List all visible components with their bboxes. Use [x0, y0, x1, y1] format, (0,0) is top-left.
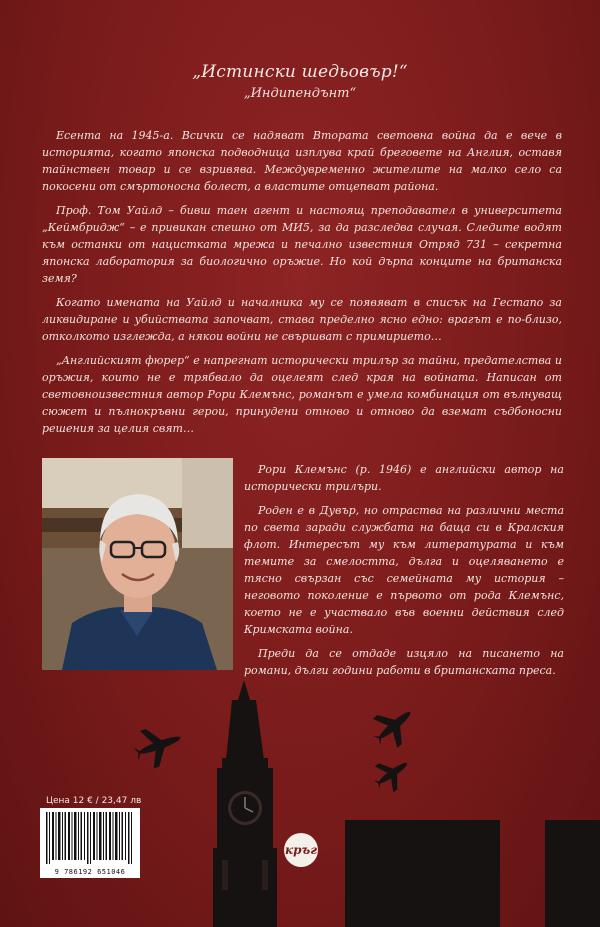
bio-paragraph: Роден е в Дувър, но отраства на различни места по света заради службата на баща си в Кралския флот. Интересът му към литературата и към темите за смелостта, дълга и оцеляването е тясно свързан със семейната му история – неговото поколение е първото от рода Клемънс, което не е участвало във военни действия след Кримската война. [244, 504, 564, 636]
bio-paragraph: Рори Клемънс (р. 1946) е английски автор на исторически трилъри. [244, 463, 564, 493]
blurb-paragraph: Есента на 1945-а. Всички се надяват Втората световна война да е вече в историята, когато японска подводница изплува край бреговете на Англия, оставя тайнствен товар и се взривява. Междувременно жителите на малко село са покосени от смъртоносна болест, а властите отцепват района. [42, 129, 562, 193]
title-block-shape [345, 820, 600, 927]
warplane-icon [364, 698, 422, 755]
warplane-icon [129, 719, 188, 773]
barcode [40, 808, 140, 878]
review-quote: „Истински шедьовър!“ [192, 62, 408, 82]
warplane-icon [367, 750, 416, 797]
barcode-bars [40, 808, 140, 868]
publisher-logo: кръг [284, 833, 318, 867]
blurb-paragraph: „Английският фюрер“ е напрегнат исторически трилър за тайни, предателства и оръжия, които не е трябвало да оцелеят след края на войната. Написан от световноизвестния автор Рори Клемънс, романът е умела комбинация от вълнуващ сюжет и пълнокръвни герои, принудени отново и отново да вземат съдбоносни решения за целия свят… [42, 354, 562, 435]
bio-paragraph: Преди да се отдаде изцяло на писането на романи, дълги години работи в британската преса. [244, 647, 564, 677]
big-ben-silhouette [213, 680, 277, 927]
blurb-paragraph: Когато имената на Уайлд и началника му се появяват в списък на Гестапо за ликвидиране и убийствата започват, става пределно ясно едно: врагът е по-близо, отколкото изглежда, а някои войни не свършват с примирието… [42, 296, 562, 343]
review-source: „Индипендънт“ [243, 86, 357, 101]
isbn-number: 9 786192 651046 [54, 868, 126, 876]
blurb-paragraph: Проф. Том Уайлд – бивш таен агент и настоящ преподавател в университета „Кеймбридж“ – е привикан спешно от МИ5, за да разследва случая. Следите водят към останки от нацистката мрежа и печално известния Отряд 731 – секретна японска лаборатория за биологично оръжие. Но кой дърпа конците на британска земя? [42, 204, 562, 285]
price-label: Цена 12 € / 23,47 лв [46, 796, 142, 806]
